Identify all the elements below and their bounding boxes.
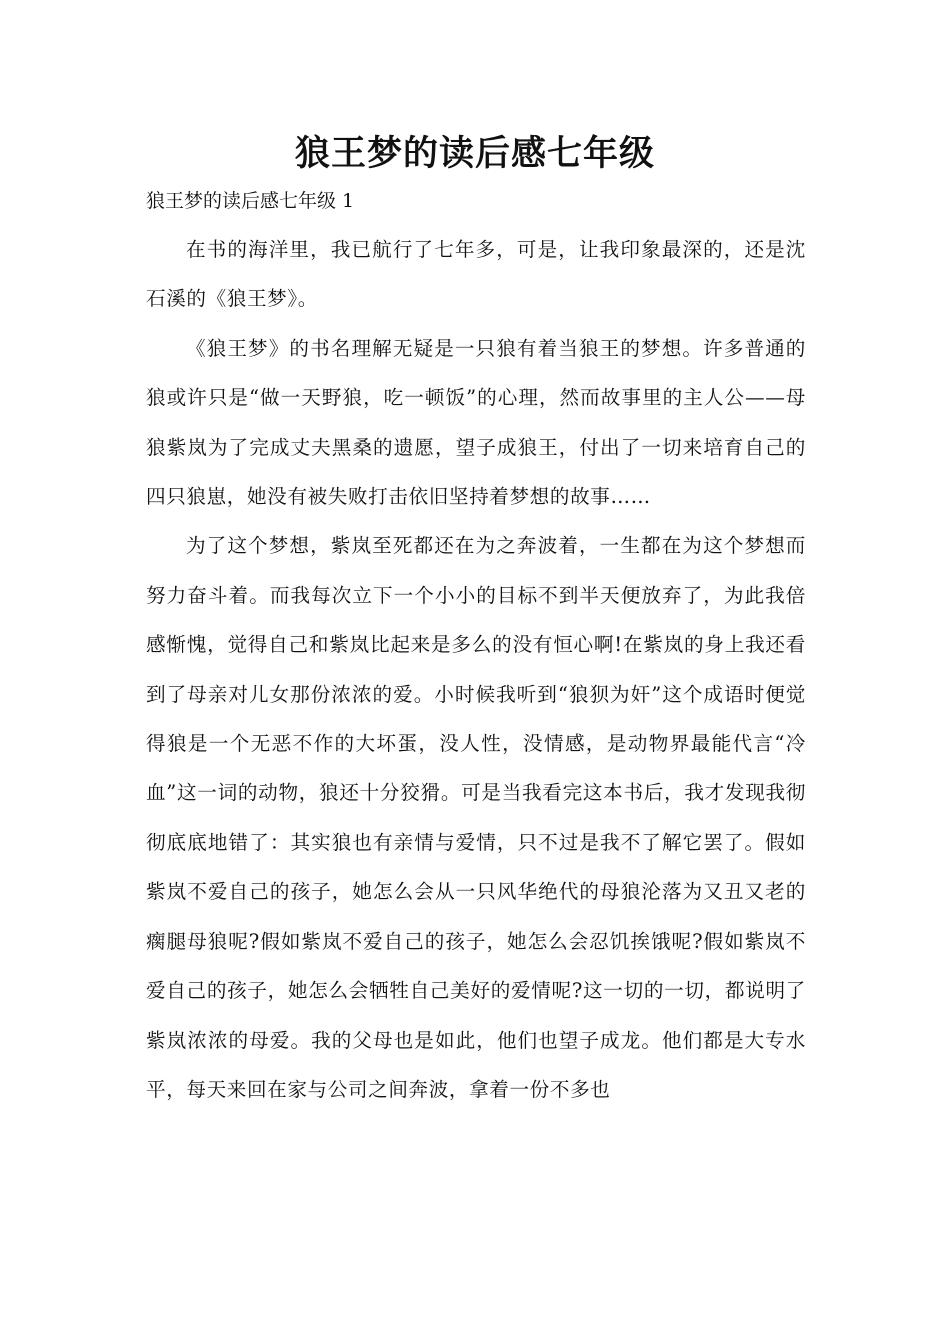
document-title: 狼王梦的读后感七年级: [294, 134, 655, 174]
body-paragraph: 为了这个梦想，紫岚至死都还在为之奔波着，一生都在为这个梦想而努力奋斗着。而我每次立下一个小小的目标不到半天便放弃了，为此我倍感惭愧，觉得自己和紫岚比起来是多么的没有恒心啊!在紫岚的身上我还看到了母亲对儿女那份浓浓的爱。小时候我听到“狼狈为奸”这个成语时便觉得狼是一个无恶不作的大坏蛋，没人性，没情感，是动物界最能代言“冷血”这一词的动物，狼还十分狡猾。可是当我看完这本书后，我才发现我彻彻底底地错了：其实狼也有亲情与爱情，只不过是我不了解它罢了。假如紫岚不爱自己的孩子，她怎么会从一只风华绝代的母狼沦落为又丑又老的瘸腿母狼呢?假如紫岚不爱自己的孩子，她怎么会忍饥挨饿呢?假如紫岚不爱自己的孩子，她怎么会牺牲自己美好的爱情呢?这一切的一切，都说明了紫岚浓浓的母爱。我的父母也是如此，他们也望子成龙。他们都是大专水平，每天来回在家与公司之间奔波，拿着一份不多也: [146, 534, 806, 1101]
body-paragraph: 在书的海洋里，我已航行了七年多，可是，让我印象最深的，还是沈石溪的《狼王梦》。: [146, 238, 806, 311]
body-paragraph: 《狼王梦》的书名理解无疑是一只狼有着当狼王的梦想。许多普通的狼或许只是“做一天野狼，吃一顿饭”的心理，然而故事里的主人公——母狼紫岚为了完成丈夫黑桑的遗愿，望子成狼王，付出了一切来培育自己的四只狼崽，她没有被失败打击依旧坚持着梦想的故事……: [146, 336, 806, 509]
document-body: [146, 225, 806, 1114]
document-subtitle: 狼王梦的读后感七年级 1: [146, 190, 355, 212]
